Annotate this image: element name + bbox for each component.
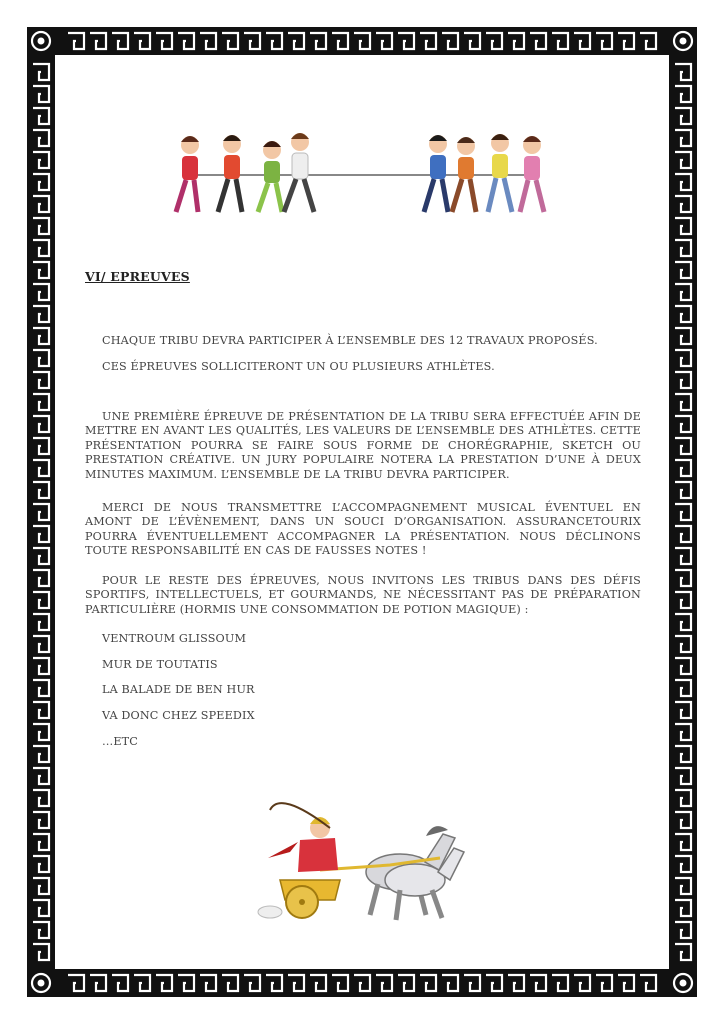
event-item: MUR DE TOUTATIS <box>102 658 218 671</box>
person-figure <box>424 135 448 212</box>
person-figure <box>218 135 242 212</box>
paragraph <box>85 360 641 374</box>
document-page <box>85 60 645 960</box>
event-item: VA DONC CHEZ SPEEDIX <box>102 709 255 722</box>
event-item: VENTROUM GLISSOUM <box>102 632 247 645</box>
tug-of-war-illustration <box>168 130 558 222</box>
paragraph-text: CES ÉPREUVES SOLLICITERONT UN OU PLUSIEURS ATHLÈTES. <box>102 360 495 373</box>
paragraph-text: POUR LE RESTE DES ÉPREUVES, NOUS INVITONS LES TRIBUS DANS DES DÉFIS SPORTIFS, INTELLECTUELS, ET GOURMANDS, NE NÉCESSITANT PAS DE PRÉPARATION PARTICULIÈRE (HORMIS UNE CONSOMMATION DE POTION MAGIQUE) : <box>85 574 641 616</box>
section-heading: VI/ EPREUVES <box>85 269 190 284</box>
person-figure <box>284 133 314 212</box>
event-item: LA BALADE DE BEN HUR <box>102 683 255 696</box>
paragraph-text: UNE PREMIÈRE ÉPREUVE DE PRÉSENTATION DE LA TRIBU SERA EFFECTUÉE AFIN DE METTRE EN AVANT LES QUALITÉS, LES VALEURS DE L’ENSEMBLE DES ATHLÈTES. CETTE PRÉSENTATION POURRA SE FAIRE SOUS FORME DE CHORÉGRAPHIE, SKETCH OU PRESTATION CRÉATIVE. UN JURY POPULAIRE NOTERA LA PRESTATION D’UNE À DEUX MINUTES MAXIMUM. L’ENSEMBLE DE LA TRIBU DEVRA PARTICIPER. <box>85 410 641 481</box>
paragraph <box>85 501 641 559</box>
paragraph <box>85 410 641 482</box>
chariot-illustration <box>250 780 472 930</box>
paragraph-text: MERCI DE NOUS TRANSMETTRE L’ACCOMPAGNEMENT MUSICAL ÉVENTUEL EN AMONT DE L’ÉVÈNEMENT, DANS UN SOUCI D’ORGANISATION. ASSURANCETOURIX POURRA ÉVENTUELLEMENT ACCOMPAGNER LA PRÉSENTATION. NOUS DÉCLINONS TOUTE RESPONSABILITÉ EN CAS DE FAUSSES NOTES ! <box>85 501 641 558</box>
person-figure <box>258 141 282 212</box>
paragraph <box>85 574 641 617</box>
paragraph <box>85 334 641 348</box>
person-figure <box>176 136 199 212</box>
paragraph-text: CHAQUE TRIBU DEVRA PARTICIPER À L’ENSEMBLE DES 12 TRAVAUX PROPOSÉS. <box>102 334 598 347</box>
person-figure <box>488 134 512 212</box>
event-item: …ETC <box>102 735 138 748</box>
